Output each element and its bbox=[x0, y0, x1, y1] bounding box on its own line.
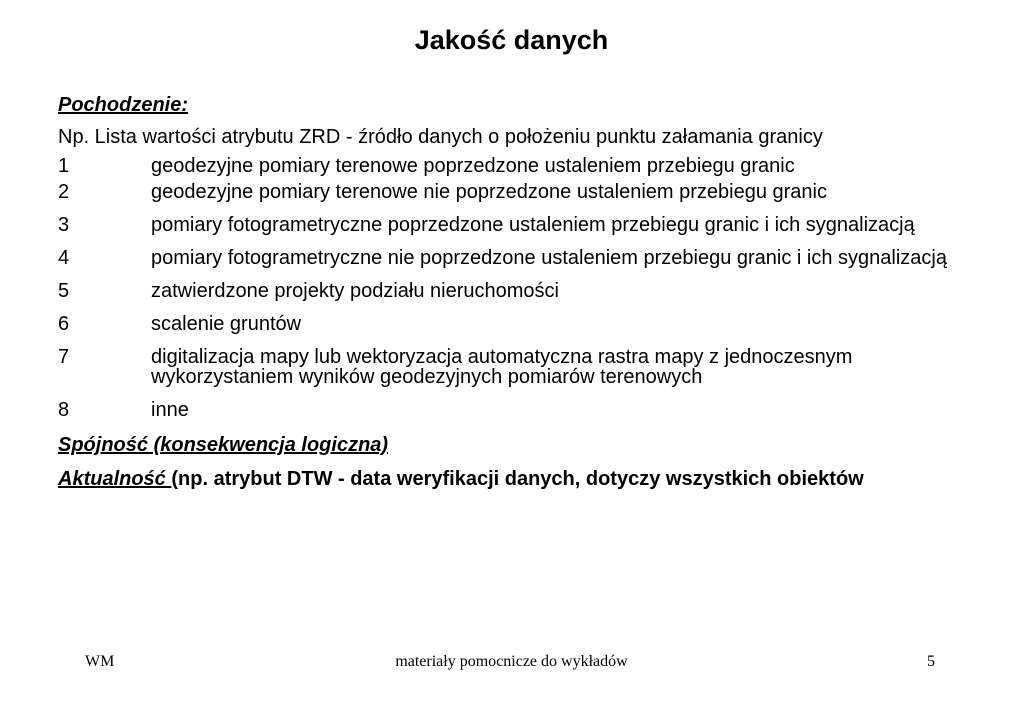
item-text: geodezyjne pomiary terenowe nie poprzedzone ustaleniem przebiegu granic bbox=[151, 181, 827, 203]
item-text: zatwierdzone projekty podziału nieruchomości bbox=[151, 280, 559, 302]
section-currency-text: (np. atrybut DTW - data weryfikacji danych, dotyczy wszystkich obiektów bbox=[171, 468, 864, 490]
slide-footer bbox=[0, 653, 1023, 677]
slide-title: Jakość danych bbox=[414, 25, 609, 55]
list-item bbox=[58, 347, 978, 387]
section-heading-currency: Aktualność bbox=[58, 468, 172, 490]
list-item bbox=[58, 248, 978, 268]
item-number: 2 bbox=[58, 181, 70, 203]
list-item bbox=[58, 400, 978, 420]
section-heading-origin: Pochodzenie: bbox=[58, 94, 189, 116]
section-heading-consistency: Spójność (konsekwencja logiczna) bbox=[58, 434, 389, 456]
item-number: 7 bbox=[58, 346, 70, 368]
item-text: scalenie gruntów bbox=[151, 313, 302, 335]
slide-content bbox=[58, 93, 978, 491]
footer-author: WM bbox=[85, 653, 115, 670]
item-number: 8 bbox=[58, 399, 70, 421]
footer-caption: materiały pomocnicze do wykładów bbox=[395, 653, 628, 670]
source-list bbox=[58, 156, 978, 420]
item-number: 6 bbox=[58, 313, 70, 335]
item-text: pomiary fotogrametryczne nie poprzedzone ustaleniem przebiegu granic i ich sygnalizacją bbox=[151, 247, 947, 269]
list-item bbox=[58, 281, 978, 301]
item-number: 5 bbox=[58, 280, 70, 302]
item-number: 3 bbox=[58, 214, 70, 236]
list-item bbox=[58, 314, 978, 334]
list-item bbox=[58, 156, 978, 176]
item-text: inne bbox=[151, 399, 189, 421]
item-number: 1 bbox=[58, 155, 70, 177]
page-number: 5 bbox=[927, 653, 935, 670]
item-text: geodezyjne pomiary terenowe poprzedzone ustaleniem przebiegu granic bbox=[151, 155, 795, 177]
item-text: pomiary fotogrametryczne poprzedzone ustaleniem przebiegu granic i ich sygnalizacją bbox=[151, 214, 915, 236]
section-currency bbox=[58, 467, 978, 491]
intro-text: Np. Lista wartości atrybutu ZRD - źródło danych o położeniu punktu załamania granicy bbox=[58, 126, 823, 148]
list-item bbox=[58, 182, 978, 202]
item-text: digitalizacja mapy lub wektoryzacja automatyczna rastra mapy z jednoczesnym wykorzystaniem wyników geodezyjnych pomiarów terenowych bbox=[151, 346, 886, 388]
list-item bbox=[58, 215, 978, 235]
item-number: 4 bbox=[58, 247, 70, 269]
